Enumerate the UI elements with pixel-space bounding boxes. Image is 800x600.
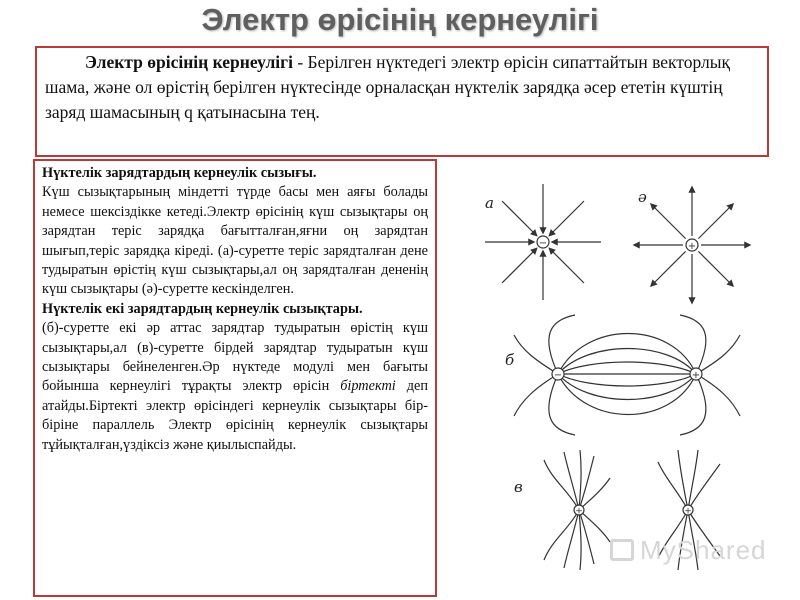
uniform-term: біртекті bbox=[340, 378, 396, 395]
paragraph-two-charges-start: (б)-суретте екі әр аттас зарядтар тудыратын өрістің күш сызықтары,ал (в)-суретте бірдей зарядтар тудыратын күш сызықтары бейнеленген.Әр нүктеде модулі мен бағыты бойынша кернеулігі тұрақты электр өрісін bbox=[42, 320, 428, 395]
dipole-line bbox=[558, 374, 696, 386]
watermark-text: MyShared bbox=[640, 535, 767, 565]
charge-sign: + bbox=[691, 370, 701, 381]
dipole-line bbox=[558, 374, 696, 415]
dipole-line bbox=[558, 374, 696, 400]
like-line bbox=[544, 460, 579, 510]
dipole-line bbox=[558, 362, 696, 374]
charge-sign: + bbox=[684, 506, 692, 517]
field-line bbox=[502, 201, 537, 236]
definition-box bbox=[35, 46, 769, 157]
charge-sign: − bbox=[538, 238, 548, 249]
label-ae: ә bbox=[638, 188, 647, 206]
dipole-line bbox=[680, 315, 706, 374]
paragraph-point-charges: Күш сызықтарының міндетті түрде басы мен аяғы болады немесе шексіздікке кетеді.Электр өрісінің күш сызықтары оң зарядтан теріс зарядқа бағытталған,яғни оң зарядтан шығып,теріс зарядқа кіреді. (а)-суретте теріс зарядталған дене тудыратын өрістің күш сызықтары,ал оң зарядталған дененің күш сызықтары (ә)-суретте кескінделген. bbox=[42, 184, 428, 298]
dipole-line bbox=[558, 349, 696, 375]
dipole-line bbox=[680, 374, 706, 435]
paragraph-two-charges-end: деп атайды.Біртекті электр өрісіндегі кернеулік сызықтары бір-біріне параллель Электр өрісінің кернеулік сызықтары тұйықталған,үздіксіз және қиылыспайды. bbox=[42, 378, 428, 453]
definition-text: Берілген нүктедегі электр өрісін сипаттайтын векторлық шама, және ол өрістің берілген нүктесінде орналасқан нүктелік зарядқа әсер ететін күштің заряд шамасының q қатынасына тең. bbox=[45, 52, 730, 122]
dipole-line bbox=[549, 315, 575, 374]
dipole-line bbox=[696, 335, 740, 374]
field-line bbox=[502, 248, 537, 283]
explanation-box bbox=[33, 159, 437, 597]
definition-term: Электр өрісінің кернеулігі bbox=[85, 52, 293, 72]
field-lines-figure bbox=[440, 160, 790, 600]
field-line bbox=[698, 204, 733, 239]
dipole-line bbox=[514, 374, 558, 416]
like-line bbox=[544, 510, 579, 560]
presentation-icon bbox=[610, 539, 634, 561]
paragraph-two-charges bbox=[42, 319, 428, 455]
dipole-line bbox=[558, 334, 696, 375]
charge-sign: − bbox=[553, 370, 563, 381]
field-line bbox=[651, 251, 686, 286]
definition-dash: - bbox=[292, 52, 308, 72]
label-v: в bbox=[514, 478, 523, 496]
dipole-line bbox=[549, 374, 575, 435]
dipole-field bbox=[514, 315, 740, 435]
like-line bbox=[688, 464, 720, 510]
field-line bbox=[651, 204, 686, 239]
like-line bbox=[688, 450, 698, 510]
heading-point-charges: Нүктелік зарядтардың кернеулік сызығы. bbox=[42, 165, 317, 181]
heading-two-charges: Нүктелік екі зарядтардың кернеулік сызықтары. bbox=[42, 300, 363, 317]
like-line bbox=[564, 510, 579, 568]
charge-sign: + bbox=[575, 506, 583, 517]
watermark bbox=[610, 535, 767, 566]
field-line bbox=[698, 251, 733, 286]
charge-sign: + bbox=[687, 241, 697, 252]
label-b: б bbox=[505, 351, 515, 369]
like-line bbox=[579, 450, 581, 510]
label-a: а bbox=[485, 194, 494, 212]
slide-title: Электр өрісінің кернеулігі bbox=[201, 2, 599, 37]
charges bbox=[537, 236, 702, 517]
dipole-line bbox=[514, 335, 558, 374]
field-line bbox=[549, 248, 584, 283]
like-line bbox=[564, 452, 579, 510]
field-line bbox=[549, 201, 584, 236]
dipole-line bbox=[696, 374, 740, 416]
like-line bbox=[579, 510, 581, 570]
